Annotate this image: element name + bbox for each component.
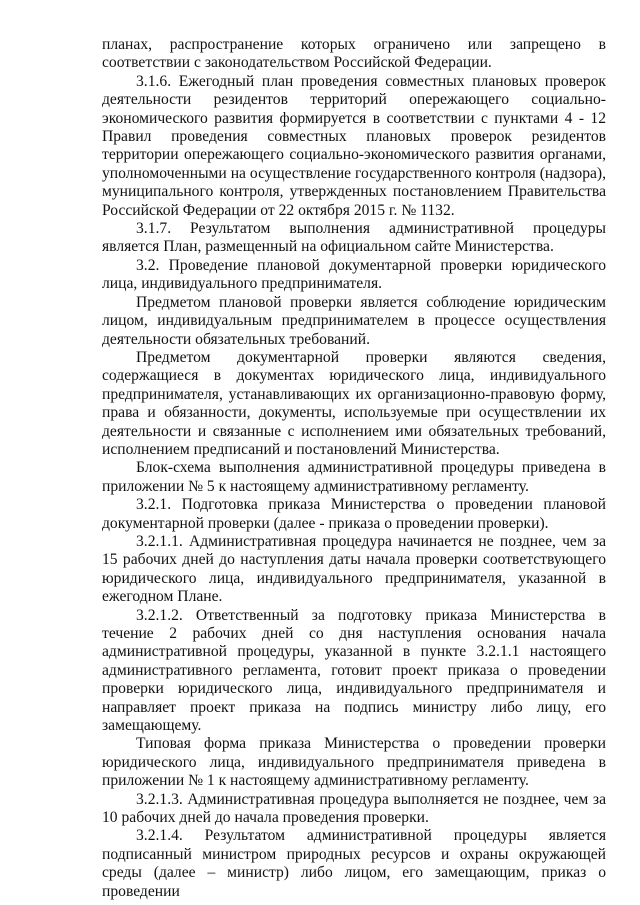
paragraph-p-3-2-1-1: 3.2.1.1. Административная процедура начинается не позднее, чем за 15 рабочих дней до наступления даты начала проверки соответствующего юридического лица, индивидуального предпринимателя, указанной в ежегодном Плане. <box>102 532 606 606</box>
paragraph-continuation: планах, распространение которых ограничено или запрещено в соответствии с законодательством Российской Федерации. <box>102 36 606 72</box>
paragraph-p-subject-documentary: Предметом документарной проверки являются сведения, содержащиеся в документах юридического лица, индивидуального предпринимателя, устанавливающих их организационно-правовую форму, права и обязанности, документы, используемые при осуществлении их деятельности и связанные с исполнением ими обязательных требований, исполнением предписаний и постановлений Министерства. <box>102 348 606 458</box>
paragraph-p-subject-planned: Предметом плановой проверки является соблюдение юридическим лицом, индивидуальным предпринимателем в процессе осуществления деятельности обязательных требований. <box>102 293 606 348</box>
paragraph-p-3-2: 3.2. Проведение плановой документарной проверки юридического лица, индивидуального предпринимателя. <box>102 256 606 293</box>
paragraph-p-3-1-7: 3.1.7. Результатом выполнения административной процедуры является План, размещенный на официальном сайте Министерства. <box>102 220 606 256</box>
paragraph-p-3-2-1-4: 3.2.1.4. Результатом административной процедуры является подписанный министром природных ресурсов и охраны окружающей среды (далее – министр) либо лицом, его замещающим, приказ о проведении <box>102 827 606 900</box>
paragraph-p-3-1-6: 3.1.6. Ежегодный план проведения совместных плановых проверок деятельности резидентов территорий опережающего социально-экономического развития формируется в соответствии с пунктами 4 - 12 Правил проведения совместных плановых проверок резидентов территории опережающего социально-экономического развития органами, уполномоченными на осуществление государственного контроля (надзора), муниципального контроля, утвержденных постановлением Правительства Российской Федерации от 22 октября 2015 г. № 1132. <box>102 72 606 219</box>
paragraph-p-typical-form: Типовая форма приказа Министерства о проведении проверки юридического лица, индивидуального предпринимателя приведена в приложении № 1 к настоящему административному регламенту. <box>102 735 606 790</box>
document-body <box>102 36 606 901</box>
paragraph-p-3-2-1-2: 3.2.1.2. Ответственный за подготовку приказа Министерства в течение 2 рабочих дней со дня наступления основания начала административной процедуры, указанной в пункте 3.2.1.1 настоящего административного регламента, готовит проект приказа о проведении проверки юридического лица, индивидуального предпринимателя и направляет проект приказа на подпись министру либо лицу, его замещающему. <box>102 606 606 735</box>
paragraph-p-3-2-1-3: 3.2.1.3. Административная процедура выполняется не позднее, чем за 10 рабочих дней до начала проведения проверки. <box>102 790 606 827</box>
paragraph-p-3-2-1: 3.2.1. Подготовка приказа Министерства о проведении плановой документарной проверки (далее - приказа о проведении проверки). <box>102 496 606 532</box>
paragraph-p-flowchart: Блок-схема выполнения административной процедуры приведена в приложении № 5 к настоящему административному регламенту. <box>102 459 606 495</box>
